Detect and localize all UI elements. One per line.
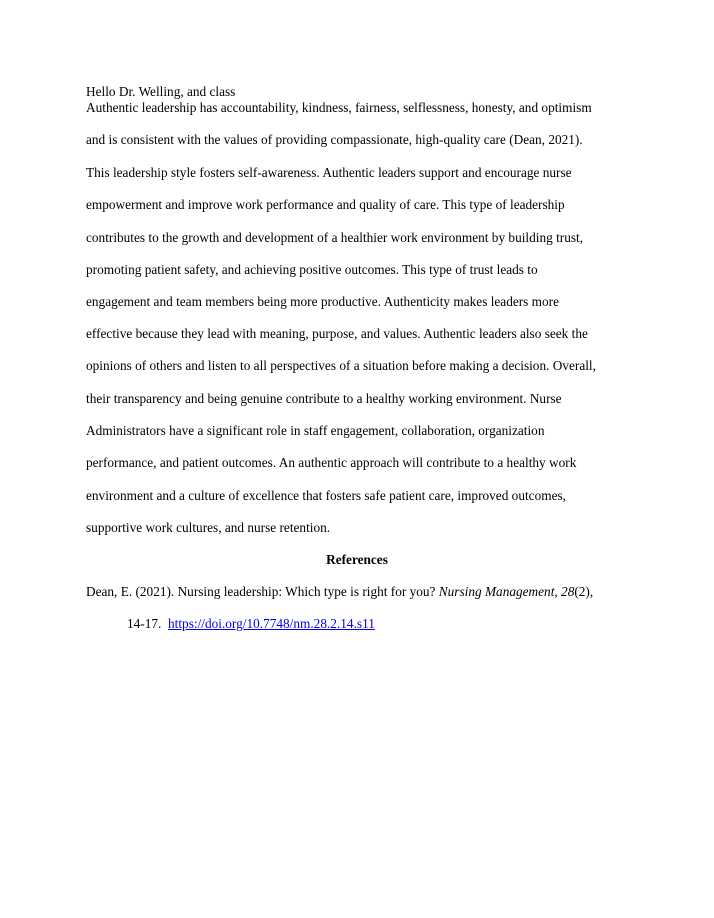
reference-lead: Dean, E. (2021). Nursing leadership: Which type is right for you? <box>86 584 439 599</box>
body-line: promoting patient safety, and achieving positive outcomes. This type of trust leads to <box>86 262 538 277</box>
body-line: supportive work cultures, and nurse retention. <box>86 520 331 535</box>
body-line: performance, and patient outcomes. An authentic approach will contribute to a healthy work <box>86 455 577 470</box>
references-heading: References <box>326 552 388 567</box>
reference-comma: , <box>554 584 562 599</box>
body-line: and is consistent with the values of providing compassionate, high-quality care (Dean, 2021). <box>86 132 583 147</box>
body-line: opinions of others and listen to all perspectives of a situation before making a decision. Overall, <box>86 358 596 373</box>
body-line: This leadership style fosters self-awareness. Authentic leaders support and encourage nurse <box>86 165 572 180</box>
body-line: environment and a culture of excellence that fosters safe patient care, improved outcomes, <box>86 488 566 503</box>
body-line: engagement and team members being more productive. Authenticity makes leaders more <box>86 294 559 309</box>
body-line: effective because they lead with meaning, purpose, and values. Authentic leaders also seek the <box>86 326 588 341</box>
reference-volume: 28 <box>561 584 575 599</box>
body-line: Authentic leadership has accountability, kindness, fairness, selflessness, honesty, and optimism <box>86 100 592 115</box>
greeting: Hello Dr. Welling, and class <box>86 84 236 99</box>
reference-issue: (2), <box>574 584 594 599</box>
reference-continuation <box>127 616 687 632</box>
reference-pages: 14-17. <box>127 616 162 631</box>
body-line: contributes to the growth and development of a healthier work environment by building trust, <box>86 230 584 245</box>
reference-entry <box>86 584 646 600</box>
body-line: empowerment and improve work performance and quality of care. This type of leadership <box>86 197 565 212</box>
reference-journal: Nursing Management <box>438 584 555 599</box>
body-line: Administrators have a significant role in staff engagement, collaboration, organization <box>86 423 545 438</box>
body-line: their transparency and being genuine contribute to a healthy working environment. Nurse <box>86 391 562 406</box>
doi-link[interactable]: https://doi.org/10.7748/nm.28.2.14.s11 <box>168 616 375 631</box>
